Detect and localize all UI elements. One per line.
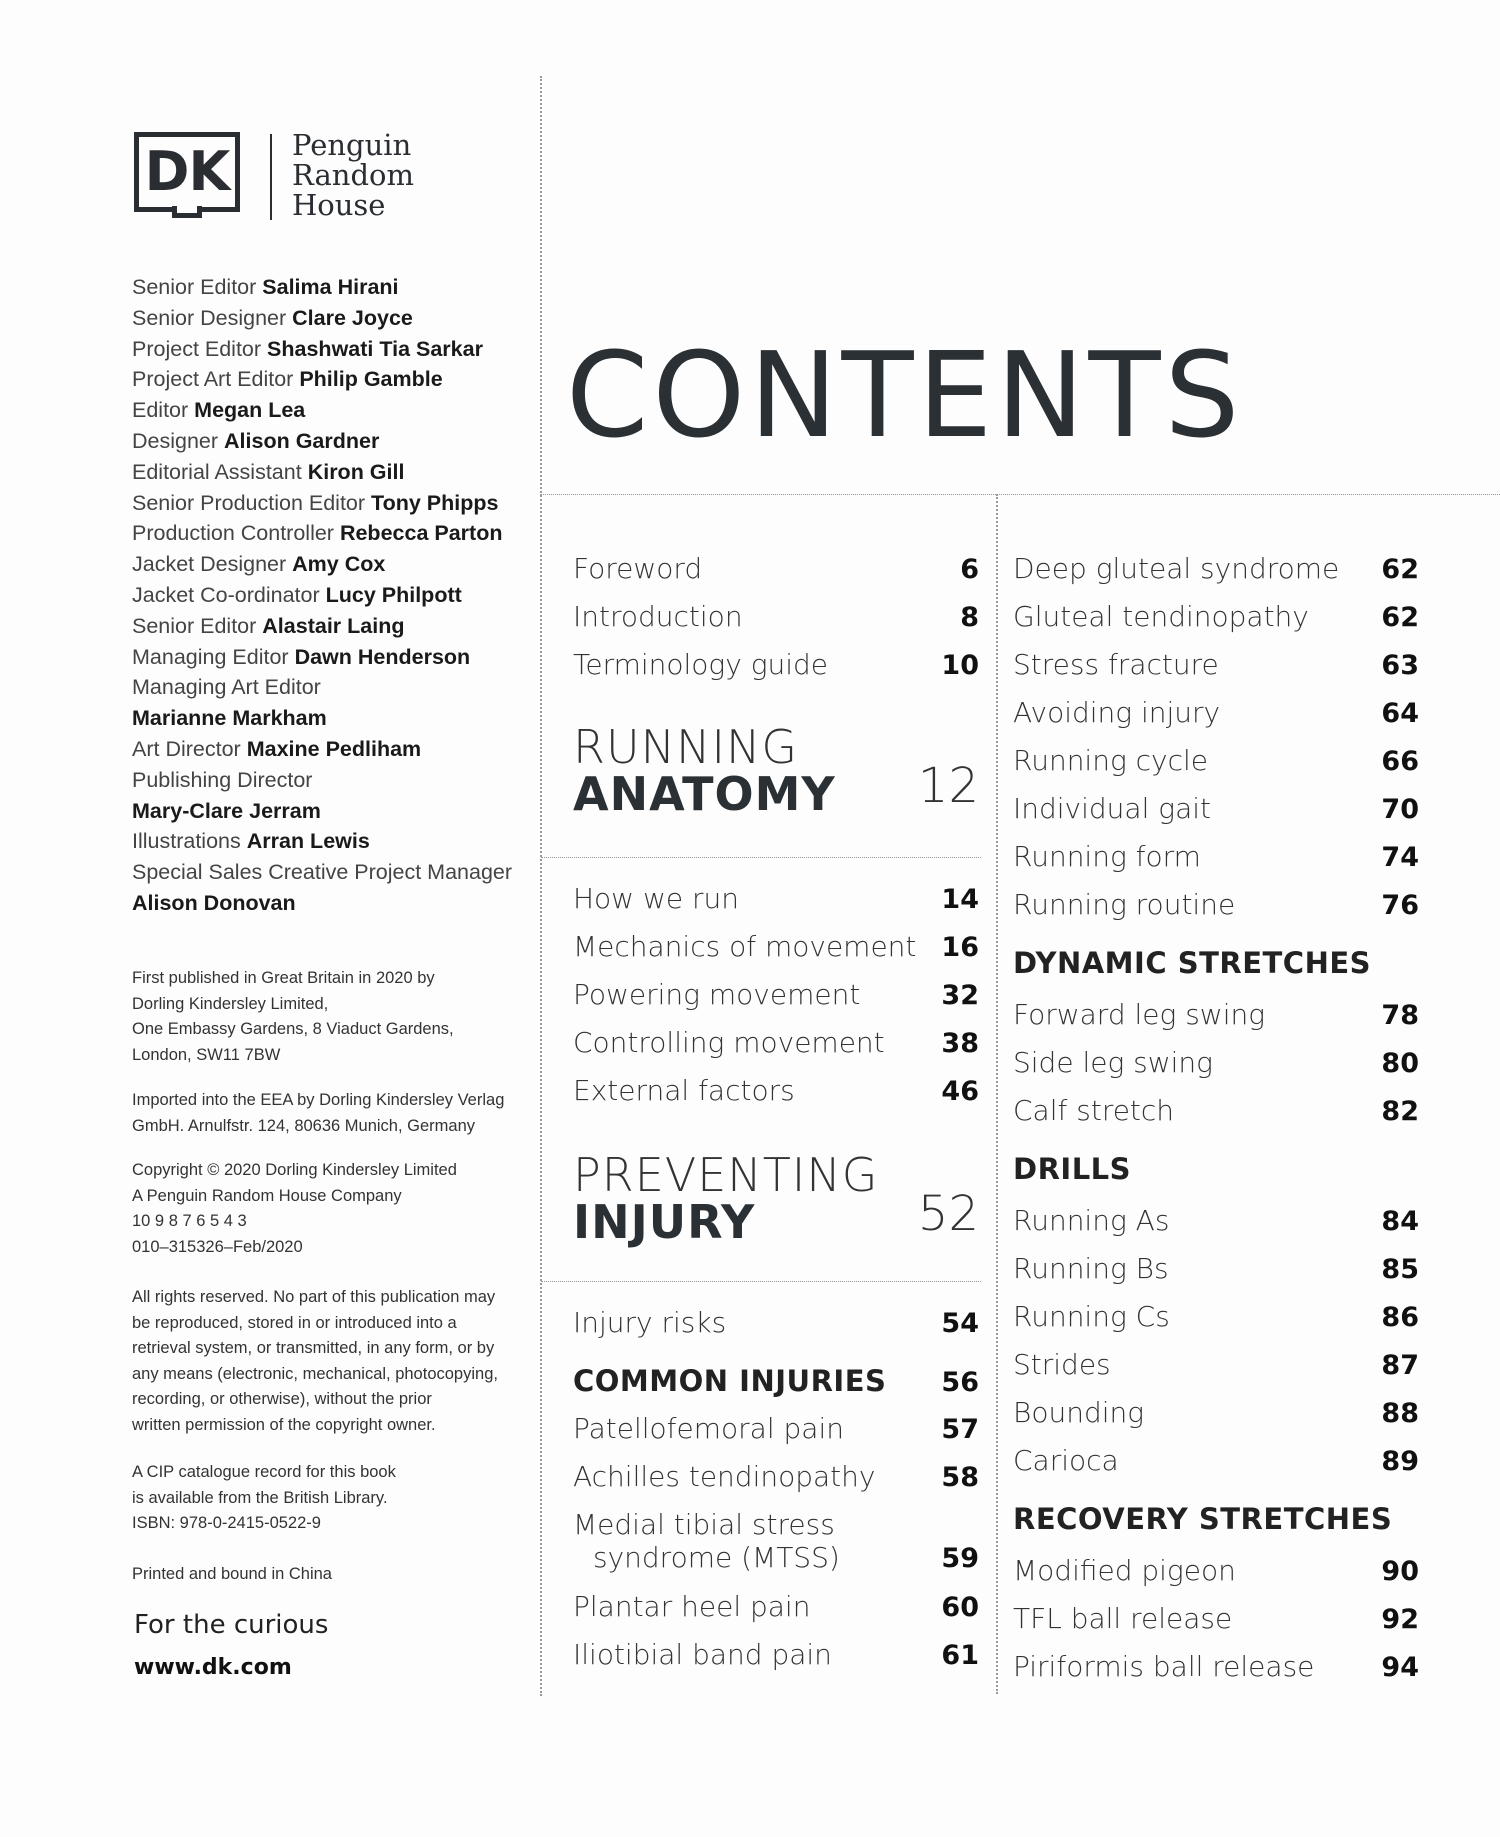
vertical-divider-columns bbox=[996, 494, 998, 1694]
credit-line: Production Controller Rebecca Parton bbox=[132, 521, 503, 546]
toc-entry[interactable]: Calf stretch 82 bbox=[1013, 1094, 1419, 1127]
credit-line: Special Sales Creative Project Manager bbox=[132, 860, 513, 885]
toc-entry[interactable]: Individual gait 70 bbox=[1013, 792, 1419, 825]
toc-entry[interactable]: Mechanics of movement 16 bbox=[573, 930, 979, 963]
credit-line: Project Editor Shashwati Tia Sarkar bbox=[132, 336, 483, 361]
prh-line: House bbox=[292, 188, 386, 222]
toc-entry[interactable]: Iliotibial band pain 61 bbox=[573, 1638, 979, 1671]
credit-line: Jacket Co-ordinator Lucy Philpott bbox=[132, 582, 462, 607]
publication-info: First published in Great Britain in 2020 by Dorling Kindersley Limited, One Embassy Gardens, 8 Viaduct Gardens, London, SW11 7BW bbox=[132, 969, 454, 1064]
toc-entry[interactable]: Running Cs 86 bbox=[1013, 1300, 1419, 1333]
toc-entry[interactable]: Stress fracture 63 bbox=[1013, 648, 1419, 681]
logo-divider bbox=[270, 134, 272, 220]
rights-notice: All rights reserved. No part of this publication may be reproduced, stored in or introduced into a retrieval system, or transmitted, in any form, or by any means (electronic, mechanical, photocopying, recording, or otherwise), without the prior written permission of the copyright owner. bbox=[132, 1288, 498, 1434]
toc-entry[interactable]: Running cycle 66 bbox=[1013, 744, 1419, 777]
toc-entry[interactable]: Introduction 8 bbox=[573, 600, 979, 633]
toc-entry[interactable]: Terminology guide 10 bbox=[573, 648, 979, 681]
credit-line: Jacket Designer Amy Cox bbox=[132, 552, 386, 577]
toc-entry[interactable]: Side leg swing 80 bbox=[1013, 1046, 1419, 1079]
toc-entry[interactable]: Running routine 76 bbox=[1013, 888, 1419, 921]
copyright-info: Copyright © 2020 Dorling Kindersley Limited A Penguin Random House Company 10 9 8 7 6 5 4 3 010–315326–Feb/2020 bbox=[132, 1161, 457, 1256]
website-link[interactable]: www.dk.com bbox=[134, 1655, 292, 1680]
dk-logo-notch bbox=[172, 206, 202, 218]
prh-line: Random bbox=[292, 158, 414, 192]
toc-entry[interactable]: Achilles tendinopathy 58 bbox=[573, 1460, 979, 1493]
credit-line: Illustrations Arran Lewis bbox=[132, 829, 370, 854]
toc-entry[interactable]: Avoiding injury 64 bbox=[1013, 696, 1419, 729]
toc-entry[interactable]: Running Bs 85 bbox=[1013, 1252, 1419, 1285]
credit-line: Alison Donovan bbox=[132, 890, 296, 915]
dk-logo-mark: DK bbox=[134, 132, 240, 212]
credit-line: Editorial Assistant Kiron Gill bbox=[132, 459, 405, 484]
publisher-logo bbox=[134, 128, 434, 232]
credit-line: Project Art Editor Philip Gamble bbox=[132, 367, 443, 392]
prh-wordmark bbox=[292, 130, 414, 220]
toc-entry[interactable]: How we run 14 bbox=[573, 882, 979, 915]
toc-subheading: DYNAMIC STRETCHES bbox=[1013, 946, 1372, 980]
credit-line: Art Director Maxine Pedliham bbox=[132, 736, 422, 761]
toc-entry[interactable]: External factors 46 bbox=[573, 1074, 979, 1107]
vertical-divider-main bbox=[540, 76, 542, 1696]
toc-entry[interactable]: Strides 87 bbox=[1013, 1348, 1419, 1381]
credit-line: Managing Editor Dawn Henderson bbox=[132, 644, 471, 669]
credit-line: Senior Editor Alastair Laing bbox=[132, 613, 405, 638]
credit-line: Marianne Markham bbox=[132, 706, 327, 731]
toc-entry[interactable]: Foreword 6 bbox=[573, 552, 979, 585]
credit-line: Designer Alison Gardner bbox=[132, 428, 380, 453]
tagline: For the curious bbox=[134, 1610, 329, 1640]
toc-entry[interactable]: Medial tibial stress syndrome (MTSS) 59 bbox=[573, 1508, 979, 1574]
credit-line: Publishing Director bbox=[132, 767, 313, 792]
toc-entry[interactable]: Patellofemoral pain 57 bbox=[573, 1412, 979, 1445]
toc-entry[interactable]: Modified pigeon 90 bbox=[1013, 1554, 1419, 1587]
import-info: Imported into the EEA by Dorling Kindersley Verlag GmbH. Arnulfstr. 124, 80636 Munich, Germany bbox=[132, 1091, 505, 1135]
toc-entry[interactable]: TFL ball release 92 bbox=[1013, 1602, 1419, 1635]
toc-entry[interactable]: Plantar heel pain 60 bbox=[573, 1590, 979, 1623]
toc-entry[interactable]: Piriformis ball release 94 bbox=[1013, 1650, 1419, 1683]
title-underline bbox=[540, 494, 1500, 495]
toc-entry[interactable]: Gluteal tendinopathy 62 bbox=[1013, 600, 1419, 633]
toc-entry[interactable]: Carioca 89 bbox=[1013, 1444, 1419, 1477]
credit-line: Senior Production Editor Tony Phipps bbox=[132, 490, 499, 515]
toc-entry[interactable]: Forward leg swing 78 bbox=[1013, 998, 1419, 1031]
printed-in: Printed and bound in China bbox=[132, 1565, 332, 1583]
section-heading-preventing-injury[interactable]: PREVENTING INJURY 52 bbox=[573, 1148, 979, 1249]
cip-record: A CIP catalogue record for this book is available from the British Library. ISBN: 978-0-2415-0522-9 bbox=[132, 1463, 396, 1532]
toc-subheading: DRILLS bbox=[1013, 1152, 1132, 1186]
section-heading-running-anatomy[interactable]: RUNNING ANATOMY 12 bbox=[573, 720, 979, 821]
credit-line: Mary-Clare Jerram bbox=[132, 798, 321, 823]
toc-entry[interactable]: Running form 74 bbox=[1013, 840, 1419, 873]
page-title: CONTENTS bbox=[566, 326, 1244, 464]
section-divider-1 bbox=[541, 857, 981, 858]
credit-line: Senior Designer Clare Joyce bbox=[132, 305, 413, 330]
credit-line: Managing Art Editor bbox=[132, 675, 321, 700]
toc-entry[interactable]: Powering movement 32 bbox=[573, 978, 979, 1011]
credit-line: Editor Megan Lea bbox=[132, 398, 306, 423]
toc-entry[interactable]: Bounding 88 bbox=[1013, 1396, 1419, 1429]
toc-subheading[interactable]: COMMON INJURIES 56 bbox=[573, 1364, 979, 1398]
toc-entry[interactable]: Injury risks 54 bbox=[573, 1306, 979, 1339]
toc-subheading: RECOVERY STRETCHES bbox=[1013, 1502, 1393, 1536]
credits-list bbox=[132, 272, 552, 919]
section-divider-2 bbox=[541, 1281, 981, 1282]
toc-entry[interactable]: Deep gluteal syndrome 62 bbox=[1013, 552, 1419, 585]
credit-line: Senior Editor Salima Hirani bbox=[132, 275, 399, 299]
prh-line: Penguin bbox=[292, 128, 412, 162]
toc-entry[interactable]: Controlling movement 38 bbox=[573, 1026, 979, 1059]
toc-entry[interactable]: Running As 84 bbox=[1013, 1204, 1419, 1237]
